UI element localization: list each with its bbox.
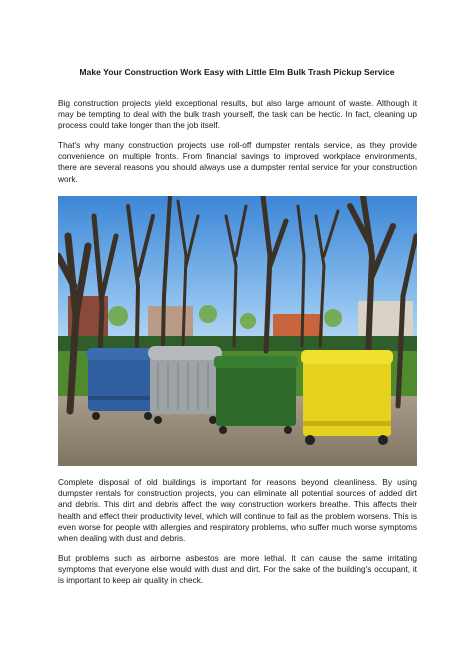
paragraph-asbestos: But problems such as airborne asbestos are more lethal. It can cause the same irritating symptoms that everyone else would with dust and dirt. For the sake of the building's occupant, it is important to keep air quality in check. — [58, 553, 417, 586]
dumpster-green — [214, 356, 298, 434]
dumpsters-photo — [58, 196, 417, 466]
paragraph-disposal: Complete disposal of old buildings is important for reasons beyond cleanliness. By using dumpster rentals for construction projects, you can eliminate all potential sources of added dirt and debris. This dirt and debris affect the way construction workers breathe. This affects their health and effect their productivity level, which will continue to fail as the problem worsens. This is even worse for people with allergies and respiratory problems, who suffer much worse symptoms when dealing with dust and debris. — [58, 477, 417, 544]
paragraph-intro: Big construction projects yield exceptional results, but also large amount of waste. Although it may be tempting to deal with the bulk trash yourself, the task can be hectic. In fact, cleaning up process could take longer than the job itself. — [58, 98, 417, 131]
dumpster-grey — [148, 346, 222, 424]
dumpster-yellow — [301, 350, 393, 445]
paragraph-dumpster-rentals: That's why many construction projects use roll-off dumpster rentals service, as they provide convenience on multiple fronts. From financial savings to improved workplace environments, there are several reasons you should always use a dumpster rental service for your construction work. — [58, 140, 417, 184]
dumpster-blue — [86, 348, 158, 420]
document-title: Make Your Construction Work Easy with Little Elm Bulk Trash Pickup Service — [79, 67, 395, 77]
